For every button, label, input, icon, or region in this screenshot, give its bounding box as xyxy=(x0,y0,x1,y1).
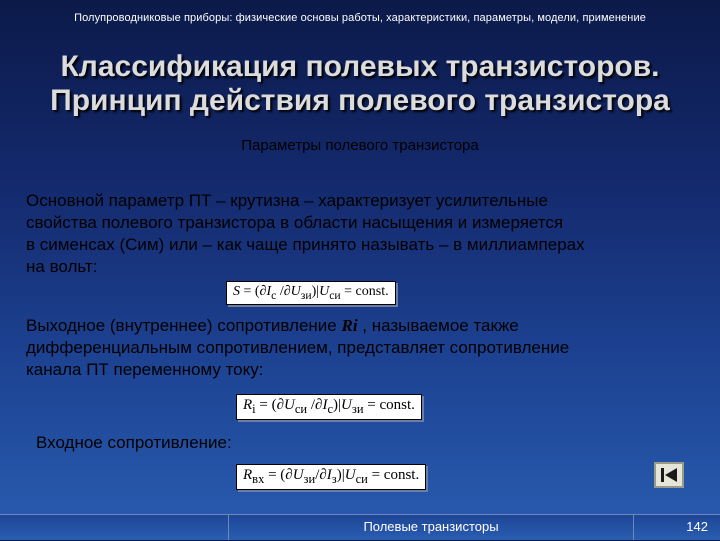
footer-left-cell xyxy=(0,514,228,541)
slide-title-line-2: Принцип действия полевого транзистора xyxy=(50,84,670,117)
formula-input-resistance xyxy=(236,464,426,490)
formula-symbol: S xyxy=(233,284,240,299)
formula-output-resistance xyxy=(236,394,422,420)
formula-subscript: i xyxy=(252,402,256,416)
course-header: Полупроводниковые приборы: физические основы работы, характеристики, параметры, модели, применение xyxy=(74,12,646,24)
formula-symbol: U xyxy=(284,397,295,413)
resistance-symbol: Ri xyxy=(341,316,358,335)
formula-subscript: си xyxy=(294,402,308,416)
formula-text: = const. xyxy=(340,284,389,299)
formula-symbol: I xyxy=(322,397,328,413)
paragraph-line: Входное сопротивление: xyxy=(36,433,232,452)
paragraph-input-resistance xyxy=(36,432,716,454)
formula-subscript: зи xyxy=(303,472,316,486)
formula-text: /∂ xyxy=(307,397,323,413)
formula-symbol: I xyxy=(266,284,272,299)
paragraph-text: Выходное (внутреннее) сопротивление xyxy=(26,316,342,335)
formula-text: )| xyxy=(336,467,345,483)
footer-title: Полевые транзисторы xyxy=(228,514,634,540)
formula-text: /∂ xyxy=(276,284,291,299)
formula-text: = const. xyxy=(367,467,420,483)
formula-subscript: вх xyxy=(252,472,265,486)
paragraph-text: , называемое также xyxy=(357,316,519,335)
formula-transconductance xyxy=(226,281,396,305)
formula-subscript: си xyxy=(355,472,368,486)
formula-text: = (∂ xyxy=(240,284,267,299)
skip-to-start-icon xyxy=(659,467,679,483)
formula-subscript: зи xyxy=(300,288,312,302)
slide-title xyxy=(0,50,720,118)
formula-subscript: c xyxy=(327,402,334,416)
paragraph-line xyxy=(26,315,706,337)
formula-text: )| xyxy=(333,397,342,413)
formula-symbol: U xyxy=(341,397,352,413)
paragraph-line: канала ПТ переменному току: xyxy=(26,360,264,379)
formula-symbol: U xyxy=(319,284,330,299)
formula-text: = (∂ xyxy=(255,397,285,413)
first-slide-button[interactable] xyxy=(654,462,684,488)
formula-subscript: си xyxy=(329,288,341,302)
paragraph-transconductance xyxy=(26,190,706,278)
formula-symbol: U xyxy=(290,284,301,299)
paragraph-line: свойства полевого транзистора в области насыщения и измеряется xyxy=(26,213,564,232)
formula-symbol: R xyxy=(243,467,253,483)
formula-symbol: U xyxy=(292,467,304,483)
paragraph-line: в сименсах (Сим) или – как чаще принято называть – в миллиамперах xyxy=(26,235,585,254)
formula-text: = (∂ xyxy=(264,467,293,483)
formula-subscript: з xyxy=(331,472,337,486)
paragraph-line: Основной параметр ПТ – крутизна – характеризует усилительные xyxy=(26,191,548,210)
slide-title-line-1: Классификация полевых транзисторов. xyxy=(60,50,660,83)
formula-subscript: c xyxy=(271,288,277,302)
paragraph-line: дифференциальным сопротивлением, представляет сопротивление xyxy=(26,338,570,357)
formula-symbol: I xyxy=(326,467,332,483)
paragraph-line: на вольт: xyxy=(26,257,98,276)
formula-subscript: зи xyxy=(351,402,364,416)
formula-text: /∂ xyxy=(315,467,327,483)
slide-subtitle: Параметры полевого транзистора xyxy=(241,137,479,154)
formula-text: = const. xyxy=(363,397,415,413)
slide-number: 142 xyxy=(634,514,720,540)
formula-symbol: U xyxy=(344,467,356,483)
paragraph-output-resistance xyxy=(26,315,706,381)
formula-symbol: R xyxy=(243,397,253,413)
formula-text: )| xyxy=(311,284,320,299)
